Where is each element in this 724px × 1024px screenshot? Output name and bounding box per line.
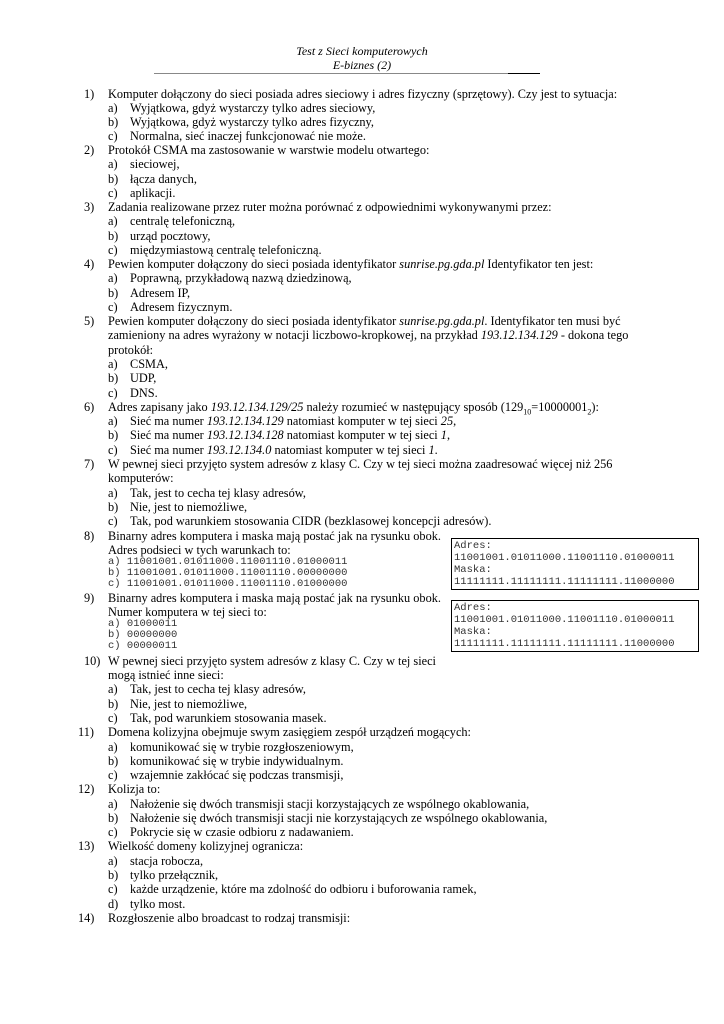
question-text-line: Adres podsieci w tych warunkach to: <box>108 543 291 557</box>
mask-value: 11111111.11111111.11111111.11000000 <box>454 638 675 650</box>
question-number: 6) <box>84 400 95 414</box>
option-letter: b) <box>108 697 119 711</box>
question-number: 12) <box>78 782 95 796</box>
question-number: 14) <box>78 911 95 925</box>
mask-label: Maska: <box>454 626 492 638</box>
question-text: Rozgłoszenie albo broadcast to rodzaj transmisji: <box>108 911 351 925</box>
option-letter: a) <box>108 157 118 171</box>
option-text: Adresem IP, <box>130 286 191 300</box>
address-value: 11001001.01011000.11001110.01000011 <box>454 614 675 626</box>
question-text: Wielkość domeny kolizyjnej ogranicza: <box>108 839 304 853</box>
option-text: Nałożenie się dwóch transmisji stacji nie korzystających ze wspólnego okablowania, <box>130 811 548 825</box>
option-text: Tak, pod warunkiem stosowania CIDR (bezklasowej koncepcji adresów). <box>130 514 492 528</box>
binary-option: a) 01000011 <box>108 618 178 630</box>
question-text-line: zamieniony na adres wyrażony w notacji liczbowo-kropkowej, na przykład 193.12.134.129 - dokona tego <box>108 328 629 342</box>
cidr-example: 193.12.134.129/25 <box>210 400 304 414</box>
address-label: Adres: <box>454 602 492 614</box>
hostname-example: sunrise.pg.gda.pl <box>399 314 485 328</box>
option-letter: b) <box>108 754 119 768</box>
question-number: 3) <box>84 200 95 214</box>
option-text: urząd pocztowy, <box>130 229 211 243</box>
option-letter: a) <box>108 101 118 115</box>
binary-option: b) 11001001.01011000.11001110.00000000 <box>108 567 348 579</box>
question-number: 1) <box>84 87 95 101</box>
option-letter: c) <box>108 711 118 725</box>
address-value: 11001001.01011000.11001110.01000011 <box>454 552 675 564</box>
question-text: Zadania realizowane przez ruter można porównać z odpowiednimi wykonywanymi przez: <box>108 200 552 214</box>
option-text: Wyjątkowa, gdyż wystarczy tylko adres fizyczny, <box>130 115 374 129</box>
option-letter: a) <box>108 486 118 500</box>
option-letter: c) <box>108 825 118 839</box>
binary-option: a) 11001001.01011000.11001110.01000011 <box>108 556 348 568</box>
option-text: tylko przełącznik, <box>130 868 219 882</box>
document-header <box>0 44 724 72</box>
option-text: Nałożenie się dwóch transmisji stacji korzystających ze wspólnego okablowania, <box>130 797 530 811</box>
option-letter: a) <box>108 414 118 428</box>
option-text: łącza danych, <box>130 172 197 186</box>
binary-option: b) 00000000 <box>108 629 178 641</box>
option-text: wzajemnie zakłócać się podczas transmisji, <box>130 768 344 782</box>
option-letter: b) <box>108 868 119 882</box>
address-mask-box <box>451 538 699 590</box>
option-letter: a) <box>108 854 118 868</box>
option-letter: b) <box>108 371 119 385</box>
option-text: międzymiastową centralę telefoniczną. <box>130 243 322 257</box>
option-letter: c) <box>108 882 118 896</box>
question-text-line: Binarny adres komputera i maska mają postać jak na rysunku obok. <box>108 529 441 543</box>
hostname-example: sunrise.pg.gda.pl <box>399 257 485 271</box>
option-text: komunikować się w trybie indywidualnym. <box>130 754 344 768</box>
question-number: 9) <box>84 591 95 605</box>
option-text: Sieć ma numer 193.12.134.0 natomiast komputer w tej sieci 1. <box>130 443 438 457</box>
question-text: Komputer dołączony do sieci posiada adres sieciowy i adres fizyczny (sprzętowy). Czy jest to sytuacja: <box>108 87 618 101</box>
question-number: 13) <box>78 839 95 853</box>
option-text: Wyjątkowa, gdyż wystarczy tylko adres sieciowy, <box>130 101 376 115</box>
question-text: Adres zapisany jako 193.12.134.129/25 należy rozumieć w następujący sposób $(129_{10}=10000001_2)$: <box>108 400 599 417</box>
address-label: Adres: <box>454 540 492 552</box>
option-text: tylko most. <box>130 897 186 911</box>
option-text: Poprawną, przykładową nazwą dziedzinową, <box>130 271 352 285</box>
option-letter: c) <box>108 768 118 782</box>
option-text: aplikacji. <box>130 186 176 200</box>
question-text-line: Numer komputera w tej sieci to: <box>108 605 267 619</box>
option-letter: a) <box>108 271 118 285</box>
document-title: Test z Sieci komputerowych <box>296 44 428 58</box>
option-letter: b) <box>108 428 119 442</box>
question-text: Pewien komputer dołączony do sieci posiada identyfikator sunrise.pg.gda.pl Identyfikator ten jest: <box>108 257 594 271</box>
option-text: sieciowej, <box>130 157 180 171</box>
binary-option: c) 11001001.01011000.11001110.01000000 <box>108 578 348 590</box>
option-letter: a) <box>108 797 118 811</box>
option-text: Tak, jest to cecha tej klasy adresów, <box>130 682 306 696</box>
option-letter: a) <box>108 740 118 754</box>
option-letter: c) <box>108 186 118 200</box>
option-letter: b) <box>108 115 119 129</box>
ip-example: 193.12.134.129 <box>480 328 558 342</box>
question-text-line: W pewnej sieci przyjęto system adresów z klasy C. Czy w tej sieci <box>108 654 436 668</box>
option-text: Sieć ma numer 193.12.134.128 natomiast komputer w tej sieci 1, <box>130 428 451 442</box>
question-number: 10) <box>84 654 101 668</box>
question-text-line: protokół: <box>108 343 154 357</box>
option-letter: c) <box>108 300 118 314</box>
option-letter: c) <box>108 443 118 457</box>
binary-option: c) 00000011 <box>108 640 178 652</box>
question-number: 11) <box>78 725 94 739</box>
question-text: Protokół CSMA ma zastosowanie w warstwie modelu otwartego: <box>108 143 430 157</box>
question-text-line: komputerów: <box>108 471 174 485</box>
option-letter: b) <box>108 172 119 186</box>
option-letter: a) <box>108 214 118 228</box>
option-text: Nie, jest to niemożliwe, <box>130 697 248 711</box>
question-text: Domena kolizyjna obejmuje swym zasięgiem zespół urządzeń mogących: <box>108 725 471 739</box>
option-letter: c) <box>108 129 118 143</box>
question-number: 7) <box>84 457 95 471</box>
option-letter: c) <box>108 386 118 400</box>
option-letter: b) <box>108 286 119 300</box>
option-text: Sieć ma numer 193.12.134.129 natomiast komputer w tej sieci 25, <box>130 414 457 428</box>
option-text: UDP, <box>130 371 157 385</box>
option-letter: c) <box>108 243 118 257</box>
question-number: 4) <box>84 257 95 271</box>
address-mask-box <box>451 600 699 652</box>
mask-label: Maska: <box>454 564 492 576</box>
option-text: CSMA, <box>130 357 168 371</box>
question-number: 2) <box>84 143 95 157</box>
mask-value: 11111111.11111111.11111111.11000000 <box>454 576 675 588</box>
option-text: centralę telefoniczną, <box>130 214 236 228</box>
question-text-line: Pewien komputer dołączony do sieci posiada identyfikator sunrise.pg.gda.pl. Identyfikator ten musi być <box>108 314 621 328</box>
question-text-line: mogą istnieć inne sieci: <box>108 668 224 682</box>
document-subtitle: E-biznes (2) <box>332 58 392 72</box>
option-letter: b) <box>108 811 119 825</box>
option-letter: d) <box>108 897 119 911</box>
option-text: Adresem fizycznym. <box>130 300 233 314</box>
question-text-line: Binarny adres komputera i maska mają postać jak na rysunku obok. <box>108 591 441 605</box>
option-letter: c) <box>108 514 118 528</box>
option-text: Nie, jest to niemożliwe, <box>130 500 248 514</box>
question-text: Kolizja to: <box>108 782 161 796</box>
option-text: Tak, jest to cecha tej klasy adresów, <box>130 486 306 500</box>
question-text-line: W pewnej sieci przyjęto system adresów z klasy C. Czy w tej sieci można zaadresować więcej niż 256 <box>108 457 613 471</box>
option-letter: b) <box>108 500 119 514</box>
option-text: komunikować się w trybie rozgłoszeniowym, <box>130 740 354 754</box>
option-text: stacja robocza, <box>130 854 204 868</box>
option-text: każde urządzenie, które ma zdolność do odbioru i buforowania ramek, <box>130 882 477 896</box>
header-rule-accent <box>508 73 540 74</box>
header-rule <box>154 73 540 74</box>
option-letter: b) <box>108 229 119 243</box>
option-text: Normalna, sieć inaczej funkcjonować nie może. <box>130 129 366 143</box>
question-number: 5) <box>84 314 95 328</box>
option-letter: a) <box>108 682 118 696</box>
option-letter: a) <box>108 357 118 371</box>
option-text: Pokrycie się w czasie odbioru z nadawaniem. <box>130 825 354 839</box>
option-text: DNS. <box>130 386 158 400</box>
option-text: Tak, pod warunkiem stosowania masek. <box>130 711 327 725</box>
question-number: 8) <box>84 529 95 543</box>
